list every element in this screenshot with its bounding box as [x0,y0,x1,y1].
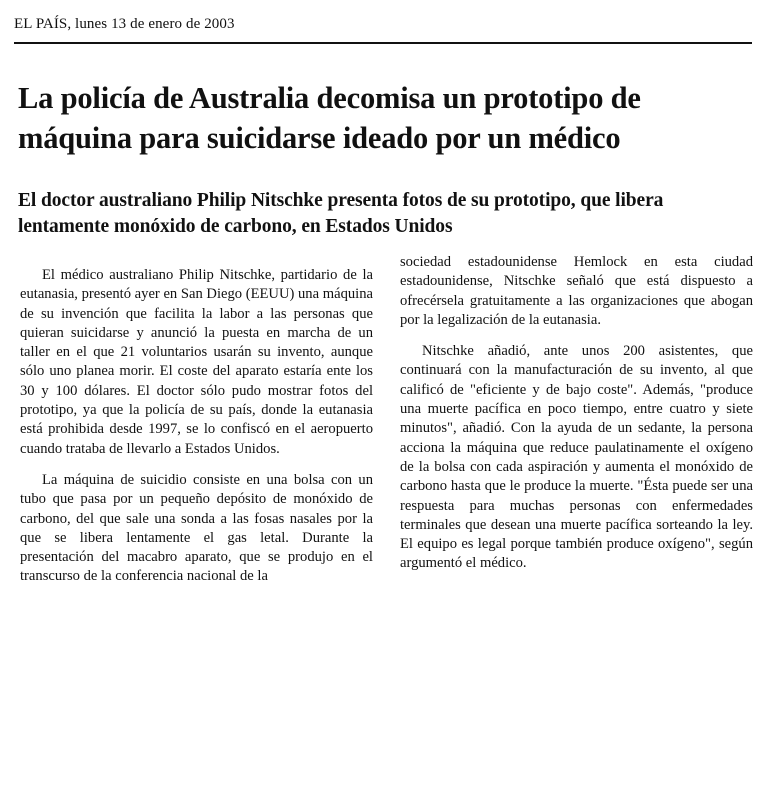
headline: La policía de Australia decomisa un prototipo de máquina para suicidarse ideado por un médico [18,81,641,155]
masthead-rule [14,42,752,44]
body-column-left [20,266,373,587]
masthead: EL PAÍS, lunes 13 de enero de 2003 [14,16,235,32]
body-paragraph: La máquina de suicidio consiste en una bolsa con un tubo que pasa por un pequeño depósito de monóxido de carbono, del que sale una sonda a las fosas nasales por la que se libera lentamente el gas letal. Durante la presentación del macabro aparato, que se produjo en el transcurso de la conferencia nacional de la [20,471,373,585]
body-column-right [400,253,753,574]
subheadline: El doctor australiano Philip Nitschke presenta fotos de su prototipo, que libera lentamente monóxido de carbono, en Estados Unidos [18,190,664,237]
body-paragraph: Nitschke añadió, ante unos 200 asistentes, que continuará con la manufacturación de su invento, al que calificó de "eficiente y de bajo coste". Además, "produce una muerte pacífica en poco tiempo, entre cuatro y siete minutos", añadió. Con la ayuda de un sedante, la persona acciona la máquina que reduce paulatinamente el oxígeno de la bolsa con cada aspiración y aumenta el monóxido de carbono hasta que le produce la muerte. "Ésta puede ser una respuesta para muchas personas con enfermedades terminales que desean una muerte pacífica sorteando la ley. El equipo es legal porque también produce oxígeno", según argumentó el médico. [400,343,753,572]
body-paragraph: El médico australiano Philip Nitschke, partidario de la eutanasia, presentó ayer en San Diego (EEUU) una máquina de su invención que facilita la labor a las personas que quieran suicidarse y anunció la puesta en marcha de un taller en el que 21 voluntarios usarán su invento, aunque sólo uno planea morir. El coste del aparato estaría ente los 30 y 100 dólares. El doctor sólo pudo mostrar fotos del prototipo, ya que la policía de su país, donde la eutanasia está prohibida desde 1997, se lo confiscó en el aeropuerto cuando trataba de llevarlo a Estados Unidos. [20,267,373,457]
body-paragraph: sociedad estadounidense Hemlock en esta ciudad estadounidense, Nitschke señaló que está dispuesto a ofrecérsela gratuitamente a las organizaciones que abogan por la legalización de la eutanasia. [400,254,753,328]
